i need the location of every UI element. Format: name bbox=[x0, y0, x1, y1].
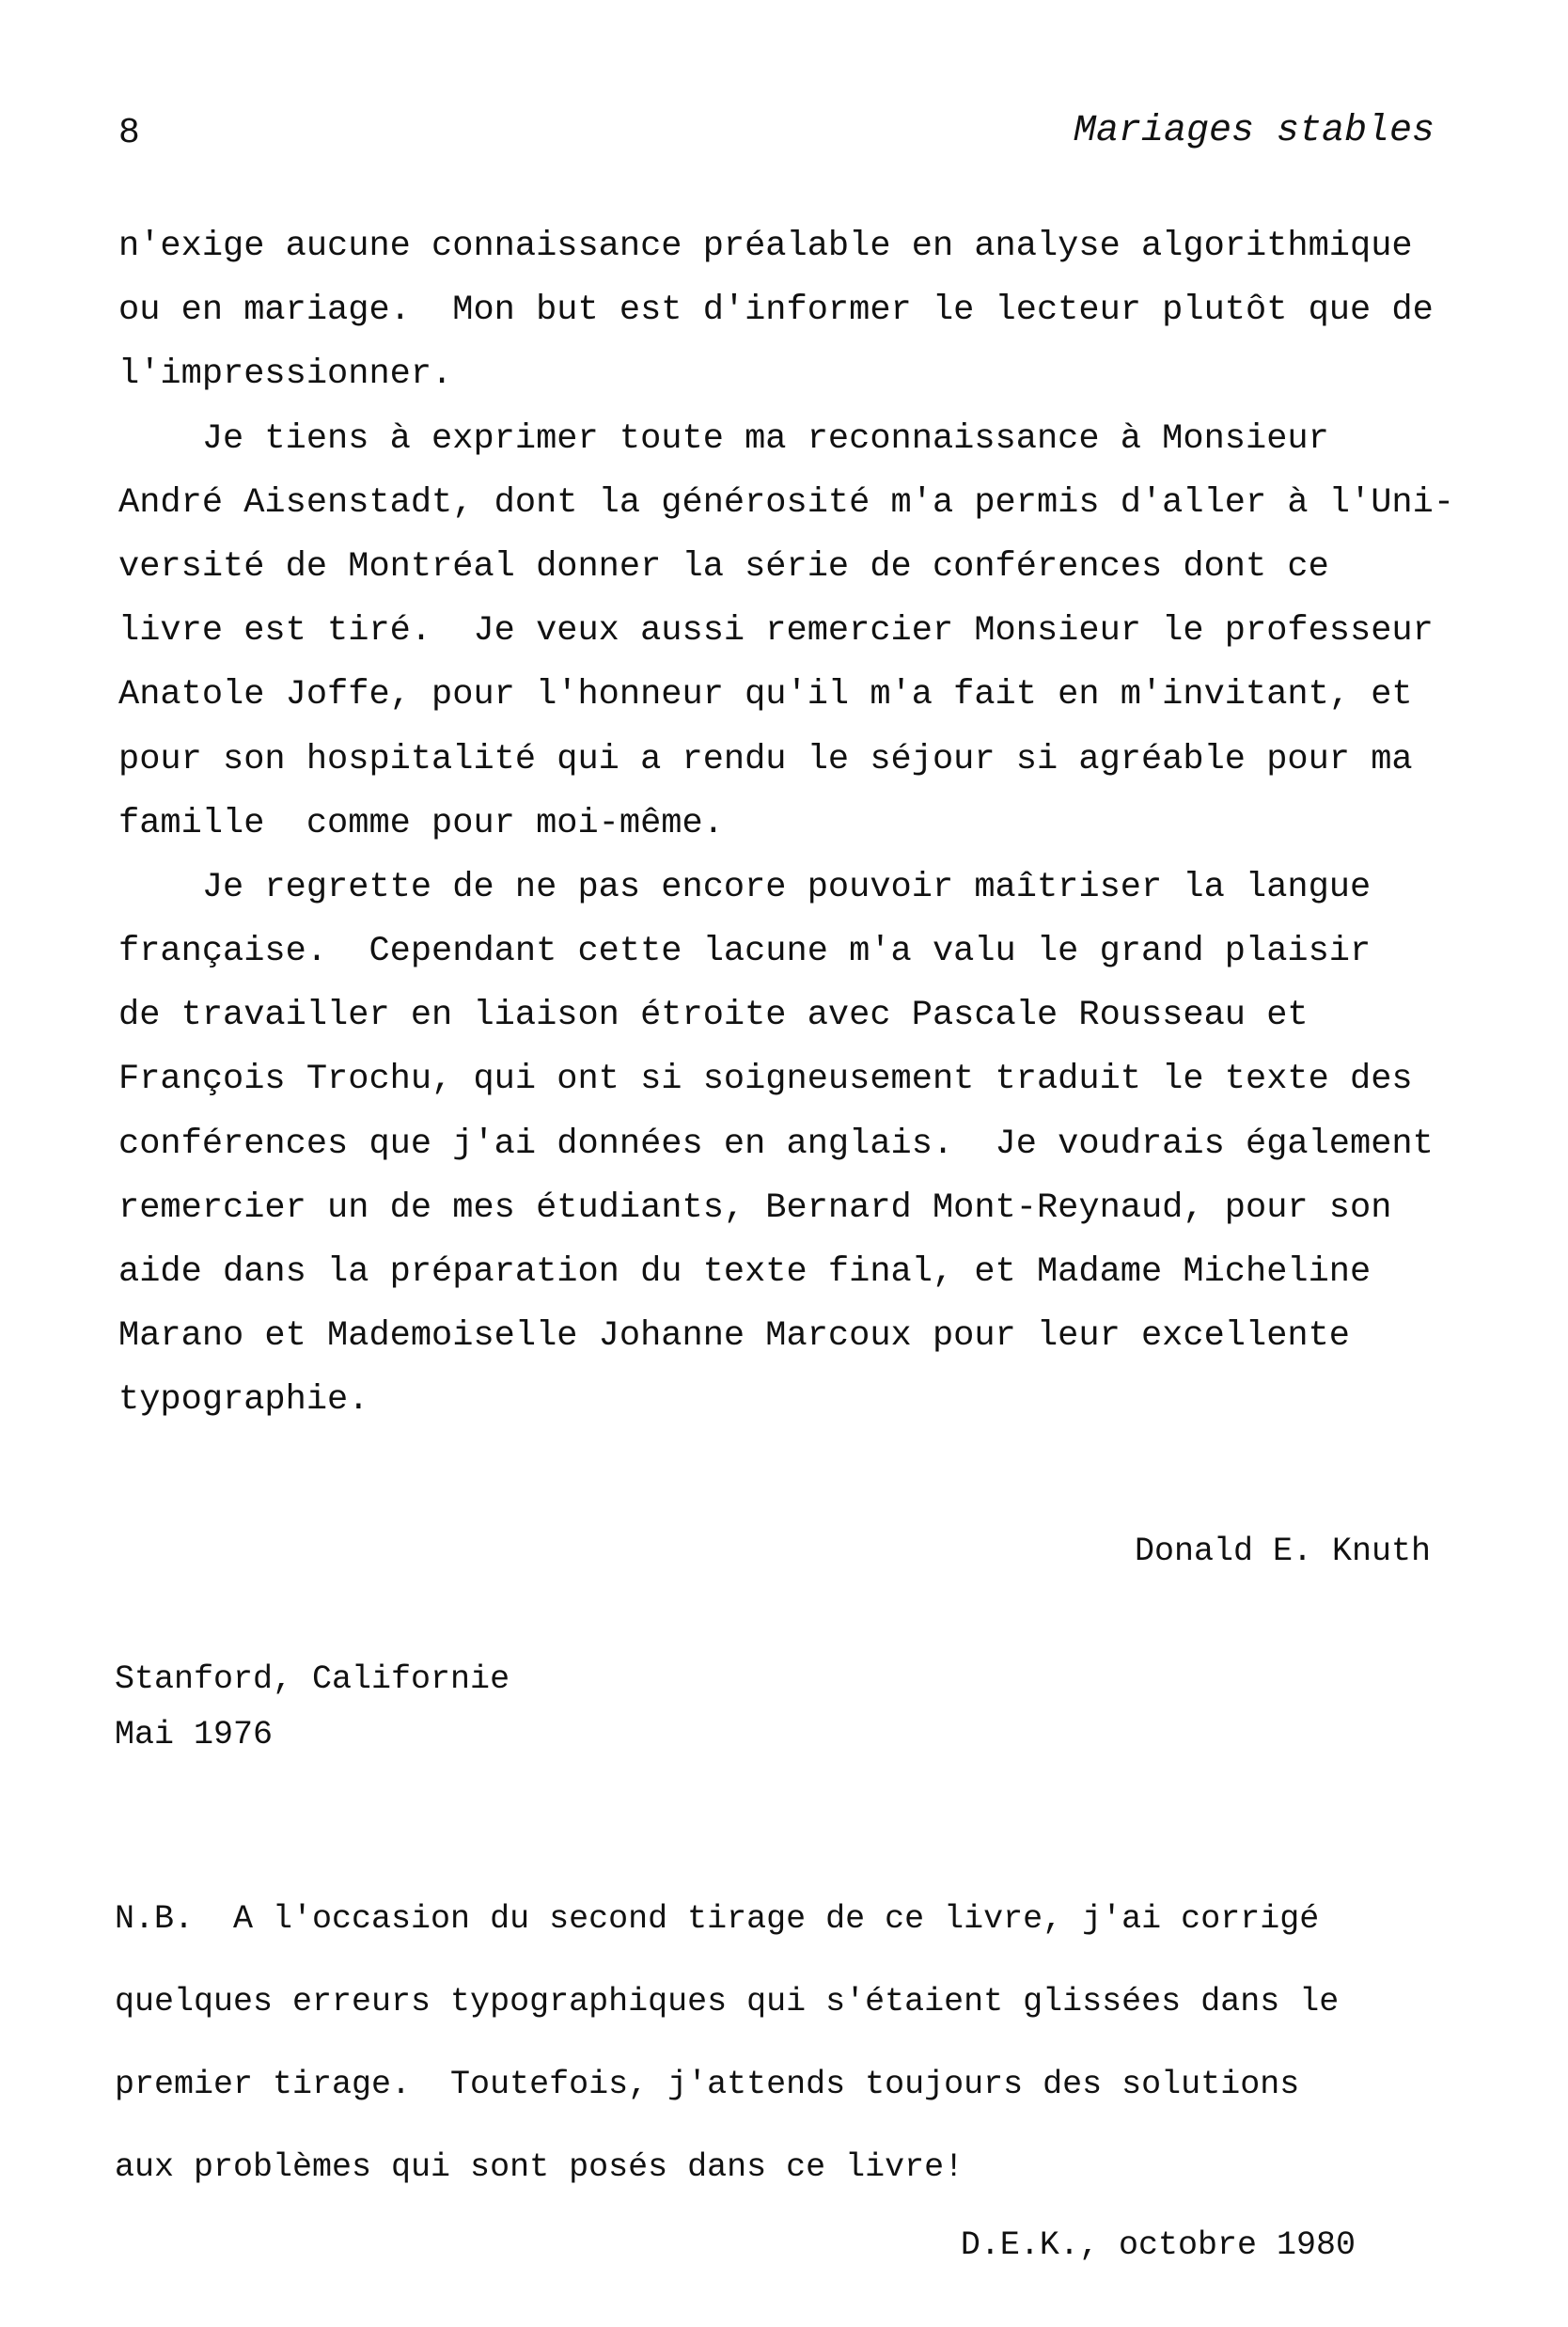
page-number: 8 bbox=[118, 113, 140, 153]
note-line: aux problèmes qui sont posés dans ce livre! bbox=[115, 2148, 964, 2186]
body-line: Anatole Joffe, pour l'honneur qu'il m'a fait en m'invitant, et bbox=[118, 675, 1413, 715]
body-line: française. Cependant cette lacune m'a valu le grand plaisir bbox=[118, 932, 1372, 972]
body-line: ou en mariage. Mon but est d'informer le lecteur plutôt que de bbox=[118, 291, 1434, 331]
note-line: quelques erreurs typographiques qui s'étaient glissées dans le bbox=[115, 1983, 1340, 2020]
body-line: François Trochu, qui ont si soigneusement traduit le texte des bbox=[118, 1060, 1413, 1100]
body-line: Je tiens à exprimer toute ma reconnaissance à Monsieur bbox=[118, 418, 1329, 459]
body-line: aide dans la préparation du texte final, et Madame Micheline bbox=[118, 1252, 1372, 1292]
body-line: André Aisenstadt, dont la générosité m'a permis d'aller à l'Uni- bbox=[118, 482, 1455, 523]
preface-body bbox=[118, 220, 1491, 1439]
note-signature: D.E.K., octobre 1980 bbox=[960, 2226, 1356, 2264]
body-line: pour son hospitalité qui a rendu le séjour si agréable pour ma bbox=[118, 739, 1413, 779]
running-title: Mariages stables bbox=[1073, 110, 1435, 152]
body-line: de travailler en liaison étroite avec Pascale Rousseau et bbox=[118, 996, 1309, 1036]
body-line: remercier un de mes étudiants, Bernard Mont-Reynaud, pour son bbox=[118, 1187, 1392, 1228]
note-line: N.B. A l'occasion du second tirage de ce livre, j'ai corrigé bbox=[115, 1900, 1320, 1938]
body-line: famille comme pour moi-même. bbox=[118, 803, 724, 843]
body-line: Je regrette de ne pas encore pouvoir maîtriser la langue bbox=[118, 867, 1372, 907]
body-line: l'impressionner. bbox=[118, 354, 453, 395]
body-line: livre est tiré. Je veux aussi remercier Monsieur le professeur bbox=[118, 611, 1434, 652]
note-line: premier tirage. Toutefois, j'attends toujours des solutions bbox=[115, 2066, 1300, 2103]
body-line: versité de Montréal donner la série de conférences dont ce bbox=[118, 546, 1329, 587]
date-line: Mai 1976 bbox=[115, 1716, 274, 1753]
body-line: Marano et Mademoiselle Johanne Marcoux pour leur excellente bbox=[118, 1316, 1351, 1357]
author-signature: Donald E. Knuth bbox=[1134, 1533, 1431, 1570]
body-line: conférences que j'ai données en anglais. Je voudrais également bbox=[118, 1124, 1434, 1164]
second-printing-note bbox=[115, 1896, 1487, 2227]
body-line: typographie. bbox=[118, 1380, 369, 1421]
place-date bbox=[115, 1657, 510, 1768]
body-line: n'exige aucune connaissance préalable en analyse algorithmique bbox=[118, 227, 1413, 266]
place-line: Stanford, Californie bbox=[115, 1660, 510, 1698]
